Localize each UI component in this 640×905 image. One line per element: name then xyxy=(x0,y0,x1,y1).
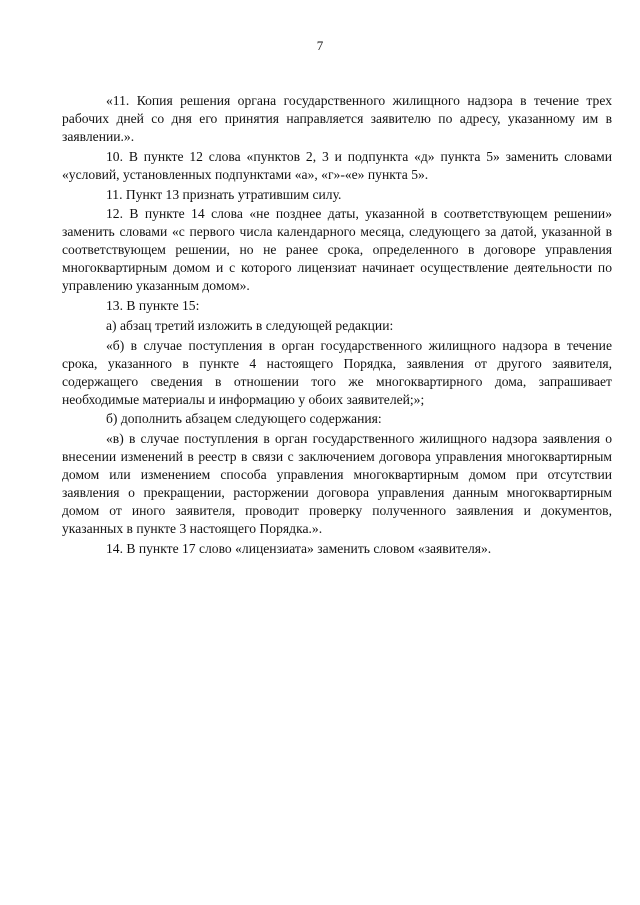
paragraph-quoted-b: «б) в случае поступления в орган государственного жилищного надзора в течение срока, указанного в пункте 4 настоящего Порядка, заявления от другого заявителя, содержащего сведения в отношении того же многоквартирного дома, запрашивает необходимые материалы и информацию у обоих заявителей;»; xyxy=(62,337,612,407)
page-number: 7 xyxy=(316,38,324,53)
paragraph-item-14: 14. В пункте 17 слово «лицензиата» заменить словом «заявителя». xyxy=(106,540,492,556)
paragraph-subitem-a: а) абзац третий изложить в следующей редакции: xyxy=(106,317,394,333)
paragraph-quoted-v: «в) в случае поступления в орган государственного жилищного надзора заявления о внесении изменений в реестр в связи с заключением договора управления многоквартирным домом или изменением способа управления многоквартирным домом при отсутствии заявления о прекращении, расторжении договора управления данным многоквартирным домом от иного заявителя, проводит проверку полученного заявления и документов, указанных в пункте 3 настоящего Порядка.». xyxy=(62,431,612,536)
paragraph-item-12: 12. В пункте 14 слова «не позднее даты, указанной в соответствующем решении» заменить словами «с первого числа календарного месяца, следующего за датой, указанной в соответствующем решении, но не ранее срока, определенного в договоре управления многоквартирным домом и с которого лицензиат начинает осуществление деятельности по управлению указанным домом». xyxy=(62,206,612,294)
paragraph-item-10: 10. В пункте 12 слова «пунктов 2, 3 и подпункта «д» пункта 5» заменить словами «условий, установленных подпунктами «а», «г»-«е» пункта 5». xyxy=(62,148,612,182)
paragraph-item-13: 13. В пункте 15: xyxy=(106,297,200,313)
document-body xyxy=(62,92,612,558)
paragraph-quoted-item-11: «11. Копия решения органа государственного жилищного надзора в течение трех рабочих дней со дня его принятия направляется заявителю по адресу, указанному им в заявлении.». xyxy=(62,93,612,144)
paragraph-item-11: 11. Пункт 13 признать утратившим силу. xyxy=(106,186,342,202)
paragraph-subitem-b: б) дополнить абзацем следующего содержания: xyxy=(106,411,382,427)
